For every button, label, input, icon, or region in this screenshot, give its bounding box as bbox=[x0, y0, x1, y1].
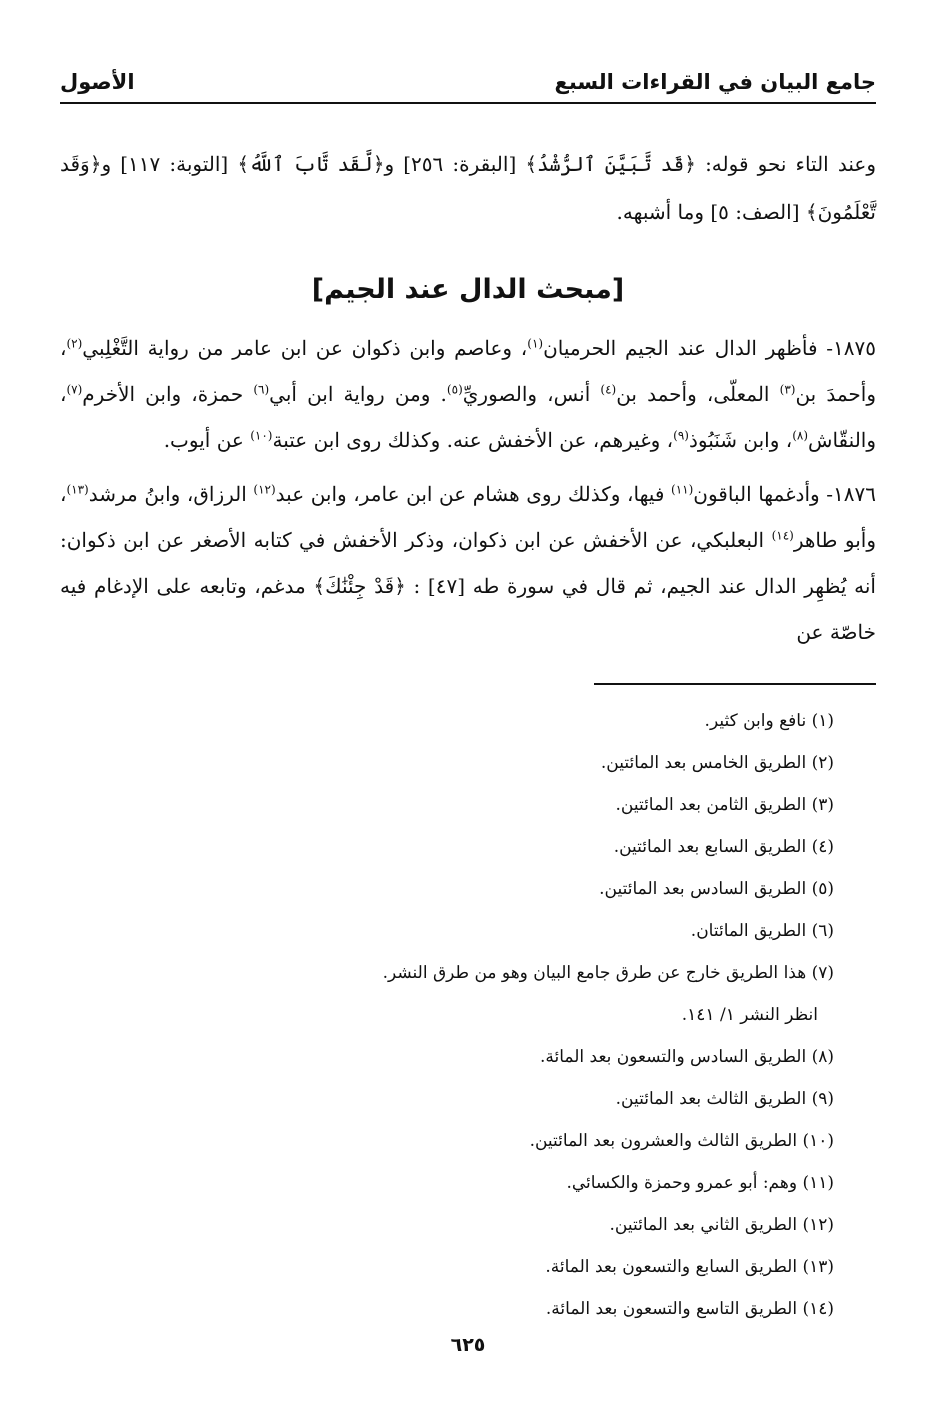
paragraph-text: ، وابن شَنَبُوذ bbox=[688, 428, 793, 452]
footnote-2: (٢) الطريق الخامس بعد المائتين. bbox=[600, 753, 834, 773]
footnote-14: (١٤) الطريق التاسع والتسعون بعد المائة. bbox=[545, 1299, 834, 1319]
paragraph-text: الرزاق، وابنُ مرشد bbox=[88, 482, 254, 506]
book-title: جامع البيان في القراءات السبع bbox=[554, 70, 876, 94]
paragraph-number: ١٨٧٦- bbox=[826, 482, 876, 506]
footnote-9: (٩) الطريق الثالث بعد المائتين. bbox=[615, 1089, 834, 1109]
footnote-13: (١٣) الطريق السابع والتسعون بعد المائة. bbox=[545, 1257, 834, 1277]
footnote-4: (٤) الطريق السابع بعد المائتين. bbox=[613, 837, 834, 857]
footnote-ref[interactable]: (٩) bbox=[673, 428, 689, 443]
footnote-ref[interactable]: (١٢) bbox=[253, 482, 276, 497]
footnote-1: (١) نافع وابن كثير. bbox=[704, 711, 834, 731]
footnote-ref[interactable]: (١١) bbox=[671, 482, 694, 497]
footnote-ref[interactable]: (٤) bbox=[600, 382, 617, 397]
paragraph-text: ، وأحمدَ بن bbox=[60, 336, 877, 406]
footnote-ref[interactable]: (٧) bbox=[66, 382, 83, 397]
paragraph-text: عن أيوب. bbox=[163, 428, 251, 452]
footnote-ref[interactable]: (١٤) bbox=[771, 528, 794, 543]
paragraph-text: . ومن رواية ابن أبي bbox=[269, 382, 447, 406]
paragraph-text: المعلّى، وأحمد بن bbox=[616, 382, 780, 406]
paragraph-1875 bbox=[60, 325, 876, 463]
section-heading: [مبحث الدال عند الجيم] bbox=[311, 274, 625, 305]
intro-text: [البقرة: ٢٥٦] و bbox=[384, 152, 526, 176]
body-text bbox=[60, 325, 876, 663]
footnote-11: (١١) وهم: أبو عمرو وحمزة والكسائي. bbox=[566, 1173, 834, 1193]
footnote-ref[interactable]: (٥) bbox=[446, 382, 463, 397]
paragraph-text: حمزة، وابن الأخرم bbox=[82, 382, 254, 406]
footnote-ref[interactable]: (١٠) bbox=[250, 428, 273, 443]
section-title: الأصول bbox=[60, 70, 135, 94]
page-number: ٦٢٥ bbox=[450, 1334, 486, 1356]
paragraph-text: أنس، والصوريِّ bbox=[462, 382, 601, 406]
intro-text: [الصف: ٥] وما أشبهه. bbox=[616, 200, 806, 224]
footnote-ref[interactable]: (٣) bbox=[779, 382, 796, 397]
paragraph-text: وأدغمها الباقون bbox=[693, 482, 827, 506]
quran-quote: ﴿لَّقَد تَّابَ ٱللَّهُ﴾ bbox=[237, 152, 385, 176]
footnote-ref[interactable]: (٦) bbox=[253, 382, 270, 397]
footnote-3: (٣) الطريق الثامن بعد المائتين. bbox=[615, 795, 834, 815]
paragraph-text: ، وأبو طاهر bbox=[60, 482, 876, 552]
footnotes-list bbox=[60, 700, 834, 1330]
paragraph-1876 bbox=[60, 471, 876, 655]
footnote-ref[interactable]: (١) bbox=[527, 336, 544, 351]
paragraph-text: مدغم، وتابعه على الإدغام فيه خاصّة عن bbox=[60, 574, 876, 644]
footnote-12: (١٢) الطريق الثاني بعد المائتين. bbox=[609, 1215, 834, 1235]
quran-quote: ﴿وَقَد تَّعْلَمُونَ﴾ bbox=[60, 152, 876, 224]
footnote-ref[interactable]: (٢) bbox=[66, 336, 83, 351]
footnote-5: (٥) الطريق السادس بعد المائتين. bbox=[599, 879, 834, 899]
paragraph-text: فيها، وكذلك روى هشام عن ابن عامر، وابن عبد bbox=[275, 482, 671, 506]
intro-paragraph bbox=[60, 140, 876, 236]
paragraph-number: ١٨٧٥- bbox=[826, 336, 876, 360]
paragraph-text: ، وغيرهم، عن الأخفش عنه. وكذلك روى ابن عتبة bbox=[272, 428, 674, 452]
intro-text: وعند التاء نحو قوله: bbox=[695, 152, 876, 176]
footnote-6: (٦) الطريق المائتان. bbox=[690, 921, 834, 941]
footnote-8: (٨) الطريق السادس والتسعون بعد المائة. bbox=[539, 1047, 834, 1067]
quran-quote: ﴿قَد تَّبَيَّنَ ٱلرُّشْدُ﴾ bbox=[525, 152, 696, 176]
intro-text: [التوبة: ١١٧] و bbox=[101, 152, 238, 176]
footnote-10: (١٠) الطريق الثالث والعشرون بعد المائتين. bbox=[529, 1131, 834, 1151]
paragraph-text: ، وعاصم وابن ذكوان عن ابن عامر من رواية التَّغْلِبي bbox=[82, 336, 528, 360]
quran-quote: ﴿قَدْ جِئْنَٰكَ﴾ bbox=[313, 574, 406, 598]
paragraph-text: البعلبكي، عن الأخفش عن ابن ذكوان، وذكر الأخفش في كتابه الأصغر عن ابن ذكوان: أنه يُظهِر الدال عند الجيم، ثم قال في سورة طه [٤٧] : bbox=[60, 528, 876, 598]
paragraph-text: فأظهر الدال عند الجيم الحرميان bbox=[543, 336, 827, 360]
running-header bbox=[60, 62, 876, 104]
book-page bbox=[60, 40, 876, 1370]
footnote-ref[interactable]: (٨) bbox=[792, 428, 809, 443]
footnote-7: (٧) هذا الطريق خارج عن طرق جامع البيان وهو من طرق النشر. bbox=[382, 963, 834, 983]
footnote-ref[interactable]: (١٣) bbox=[66, 482, 89, 497]
paragraph-text: ، والنقّاش bbox=[60, 382, 876, 452]
footnote-7-continuation: انظر النشر ١/ ١٤١. bbox=[681, 1005, 818, 1025]
footnote-separator bbox=[594, 683, 876, 685]
